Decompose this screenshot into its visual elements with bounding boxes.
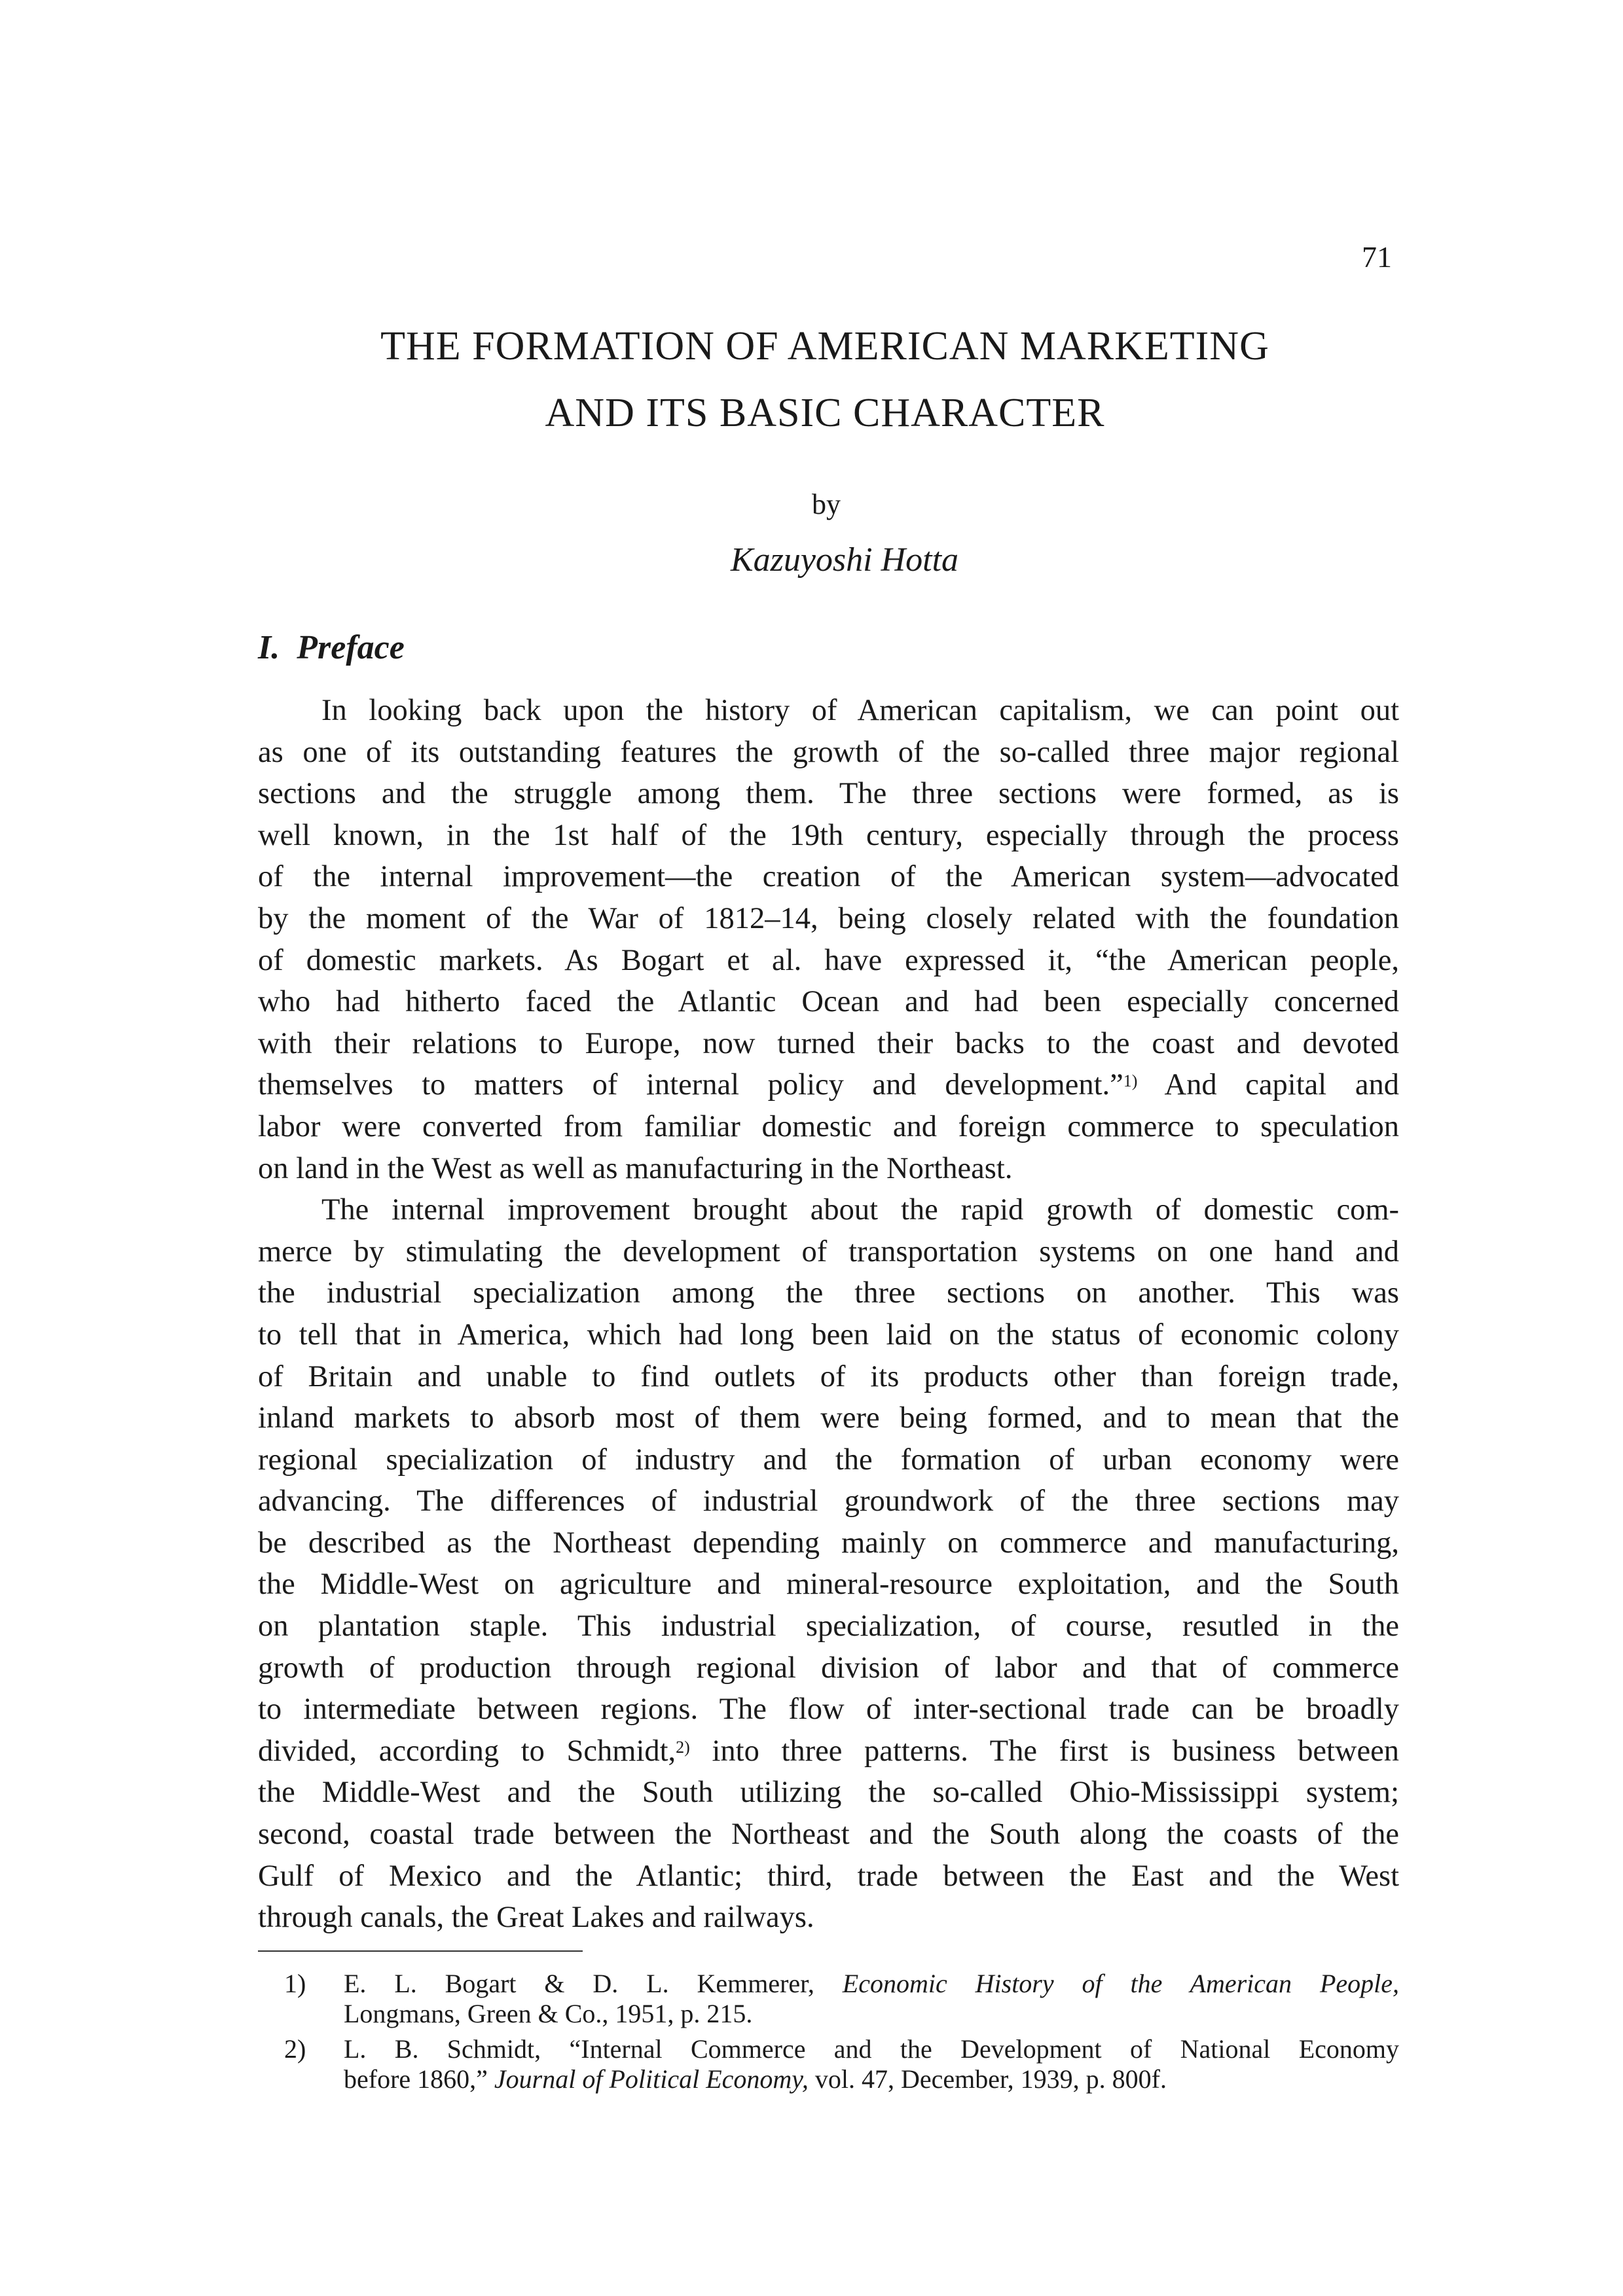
line-text: growth of production through regional division of labor and that of commerce (258, 1651, 1399, 1685)
line-text: of Britain and unable to find outlets of its products other than foreign trade, (258, 1359, 1399, 1393)
body-line (258, 1106, 1399, 1148)
body-line (258, 1023, 1399, 1065)
body-line (258, 773, 1399, 815)
line-text: the Middle-West on agriculture and mineral-resource exploitation, and the South (258, 1568, 1399, 1602)
body-line (258, 1272, 1399, 1314)
section-heading (258, 628, 405, 667)
footnote-text: Longmans, Green & Co., 1951, p. 215. (344, 1999, 753, 2028)
author-name: Kazuyoshi Hotta (730, 541, 959, 579)
body-line (258, 1189, 1399, 1231)
body-line (258, 1480, 1399, 1522)
section-title: Preface (297, 629, 405, 666)
body-line (258, 1314, 1399, 1356)
body-line (258, 1231, 1399, 1273)
body-line (258, 1647, 1399, 1689)
footnote-text: vol. 47, December, 1939, p. 800f. (808, 2064, 1167, 2094)
line-text: Gulf of Mexico and the Atlantic; third, trade between the East and the West (258, 1859, 1399, 1893)
line-text: inland markets to absorb most of them were being formed, and to mean that the (258, 1401, 1399, 1435)
body-text (258, 690, 1399, 1939)
footnote-divider (258, 1950, 583, 1952)
body-line (258, 1064, 1399, 1106)
footnote-reference: 2) (676, 1737, 690, 1757)
line-text: be described as the Northeast depending mainly on commerce and manufacturing, (258, 1526, 1399, 1560)
line-text: on plantation staple. This industrial specialization, of course, resutled in the (258, 1609, 1399, 1643)
body-line (258, 1897, 1399, 1939)
section-number: I. (258, 629, 280, 666)
body-line (258, 1689, 1399, 1731)
body-line (258, 1522, 1399, 1564)
line-text: to tell that in America, which had long been laid on the status of economic colony (258, 1318, 1399, 1352)
footnote-book-title: Economic History of the American People, (842, 1969, 1399, 1998)
body-line (258, 1856, 1399, 1897)
body-line (258, 1439, 1399, 1481)
body-line (258, 1605, 1399, 1647)
footnote-1 (258, 1969, 1399, 2029)
line-text: the Middle-West and the South utilizing the so-called Ohio-Mississippi system; (258, 1776, 1399, 1810)
line-text: who had hitherto faced the Atlantic Ocean and had been especially concerned (258, 985, 1399, 1019)
footnote-number: 2) (284, 2034, 306, 2064)
line-text: by the moment of the War of 1812–14, being closely related with the foundation (258, 901, 1399, 935)
footnote-text: L. B. Schmidt, “Internal Commerce and the Development of National Economy (344, 2034, 1399, 2064)
line-text: The internal improvement brought about the rapid growth of domestic com- (321, 1193, 1399, 1227)
line-text: divided, according to Schmidt, (258, 1734, 676, 1768)
line-text: on land in the West as well as manufacturing in the Northeast. (258, 1151, 1013, 1185)
body-line (258, 1356, 1399, 1398)
footnote-reference: 1) (1123, 1071, 1138, 1091)
body-line (258, 1564, 1399, 1605)
line-text: second, coastal trade between the Northeast and the South along the coasts of the (258, 1818, 1399, 1852)
byline: by (812, 488, 841, 520)
line-text: with their relations to Europe, now turned their backs to the coast and devoted (258, 1026, 1399, 1060)
body-line (258, 732, 1399, 774)
page-number: 71 (1362, 240, 1392, 274)
body-line (258, 815, 1399, 857)
line-text: through canals, the Great Lakes and railways. (258, 1901, 814, 1935)
line-text: regional specialization of industry and the formation of urban economy were (258, 1443, 1399, 1477)
line-text: into three patterns. The first is business between (689, 1734, 1399, 1768)
line-text: of the internal improvement—the creation of the American system—advocated (258, 860, 1399, 894)
line-text: labor were converted from familiar domestic and foreign commerce to speculation (258, 1109, 1399, 1143)
body-line (258, 690, 1399, 732)
line-text: And capital and (1137, 1068, 1399, 1102)
line-text: well known, in the 1st half of the 19th century, especially through the process (258, 818, 1399, 852)
body-line (258, 981, 1399, 1023)
footnote-journal-title: Journal of Political Economy, (494, 2064, 809, 2094)
body-line (258, 1731, 1399, 1772)
line-text: the industrial specialization among the three sections on another. This was (258, 1276, 1399, 1310)
body-line (258, 1397, 1399, 1439)
footnote-text: before 1860,” (344, 2064, 494, 2094)
body-line (258, 940, 1399, 982)
article-title-line-1: THE FORMATION OF AMERICAN MARKETING (380, 324, 1269, 368)
line-text: advancing. The differences of industrial groundwork of the three sections may (258, 1484, 1399, 1518)
line-text: sections and the struggle among them. The three sections were formed, as is (258, 777, 1399, 811)
footnote-text: E. L. Bogart & D. L. Kemmerer, (344, 1969, 843, 1998)
line-text: of domestic markets. As Bogart et al. have expressed it, “the American people, (258, 943, 1399, 977)
footnotes (258, 1969, 1399, 2100)
body-line (258, 898, 1399, 940)
line-text: to intermediate between regions. The flow of inter-sectional trade can be broadly (258, 1693, 1399, 1727)
body-line (258, 1814, 1399, 1856)
body-line (258, 856, 1399, 898)
footnote-number: 1) (284, 1969, 306, 1998)
body-line (258, 1772, 1399, 1814)
line-text: merce by stimulating the development of transportation systems on one hand and (258, 1234, 1399, 1268)
line-text: as one of its outstanding features the growth of the so-called three major regional (258, 735, 1399, 769)
line-text: In looking back upon the history of American capitalism, we can point out (321, 694, 1399, 727)
line-text: themselves to matters of internal policy and development.” (258, 1068, 1123, 1102)
body-line (258, 1148, 1399, 1190)
article-title-line-2: AND ITS BASIC CHARACTER (545, 391, 1105, 435)
footnote-2 (258, 2034, 1399, 2094)
